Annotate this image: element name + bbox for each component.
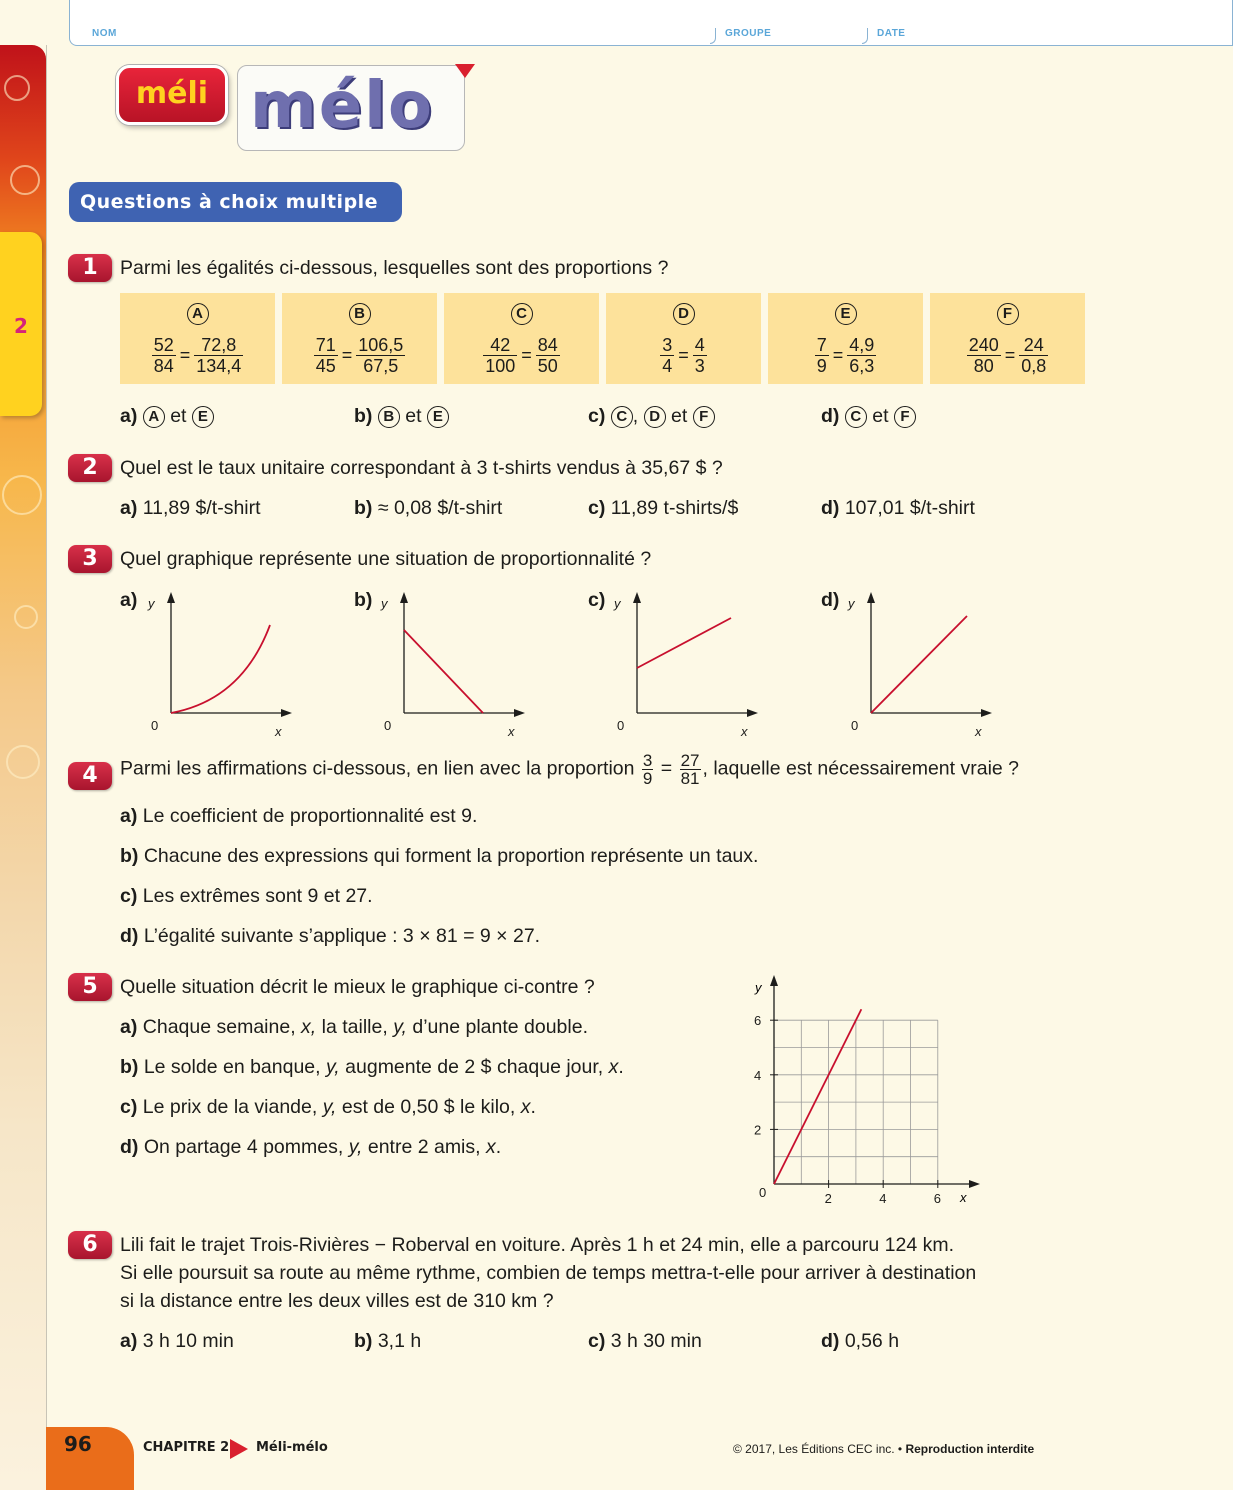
variable: y, (326, 1056, 340, 1078)
option-label: c) (588, 1330, 606, 1352)
fraction (194, 335, 243, 376)
arrow-right-icon (230, 1439, 248, 1459)
numerator: 4,9 (849, 335, 875, 355)
numerator: 71 (315, 335, 336, 355)
question-number-1: 1 (68, 254, 112, 282)
equals-sign: = (832, 345, 844, 365)
chapter-tab-number: 2 (14, 314, 28, 338)
fraction (356, 335, 405, 376)
proportion-cell (444, 293, 599, 384)
question-number-4: 4 (68, 762, 112, 790)
variable: y, (348, 1136, 363, 1158)
option-label: a) (120, 1330, 138, 1352)
circled-letter: E (192, 406, 214, 428)
q6-option-c[interactable] (588, 1330, 702, 1353)
fraction (847, 335, 876, 376)
q5-graph (745, 970, 985, 1210)
option-label: d) (821, 1330, 840, 1352)
option-text: 107,01 $/t-shirt (844, 497, 975, 519)
proportion-cell (768, 293, 923, 384)
x-axis-arrow-icon (981, 709, 992, 717)
proportion-equality (768, 335, 923, 376)
option-label: a) (120, 1016, 138, 1038)
denominator: 3 (694, 356, 705, 376)
denominator: 4 (662, 356, 673, 376)
option-separator: et (671, 405, 688, 427)
option-text: Chaque semaine, (142, 1016, 296, 1038)
denominator: 9 (816, 356, 827, 376)
fraction (314, 335, 338, 376)
y-axis-label: y (848, 596, 855, 611)
numerator: 27 (680, 751, 700, 770)
denominator: 0,8 (1021, 356, 1047, 376)
circled-letter: D (673, 303, 695, 325)
option-text: est de 0,50 $ le kilo, (341, 1096, 516, 1118)
option-label: d) (120, 925, 139, 947)
y-axis-arrow-icon (867, 592, 875, 603)
q3-option-a-label[interactable] (120, 589, 137, 612)
variable: x, (301, 1016, 317, 1038)
option-label: b) (120, 845, 139, 867)
reproduction-notice: Reproduction interdite (905, 1442, 1035, 1456)
option-separator: et (872, 405, 889, 427)
q3-graph-b[interactable] (375, 588, 535, 743)
numerator: 106,5 (358, 335, 404, 355)
option-text: Le prix de la viande, (142, 1096, 318, 1118)
groupe-field-label: GROUPE (725, 28, 772, 39)
question-6-line-3: si la distance entre les deux villes est de 310 km ? (120, 1290, 554, 1312)
denominator: 6,3 (849, 356, 875, 376)
circled-letter: A (187, 303, 209, 325)
equals-sign: = (1004, 345, 1016, 365)
question-6-line-1: Lili fait le trajet Trois-Rivières − Roberval en voiture. Après 1 h et 24 min, elle a parcouru 124 km. (120, 1234, 955, 1256)
option-label: a) (120, 497, 138, 519)
origin-label: 0 (851, 718, 859, 733)
proportion-equality (606, 335, 761, 376)
section-heading: Questions à choix multiple (69, 182, 402, 222)
nom-field-label: NOM (92, 28, 117, 39)
circled-letter: B (378, 406, 400, 428)
x-axis-arrow-icon (514, 709, 525, 717)
option-label: c) (588, 497, 606, 519)
page-number: 96 (64, 1432, 92, 1456)
question-number-3: 3 (68, 545, 112, 573)
variable: x (520, 1096, 531, 1118)
option-text: 11,89 $/t-shirt (142, 497, 261, 519)
equals-sign: = (660, 757, 673, 780)
q5-option-a[interactable] (120, 1016, 588, 1039)
footer-chapter: CHAPITRE 2 (143, 1440, 230, 1455)
q4-option-a[interactable] (120, 805, 477, 828)
line-through-origin (871, 616, 967, 713)
q2-option-c[interactable] (588, 497, 738, 520)
q1-option-d[interactable] (821, 405, 916, 428)
q3-option-c-label[interactable] (588, 589, 605, 612)
fraction (967, 335, 1001, 376)
equals-sign: = (341, 345, 353, 365)
denominator: 50 (537, 356, 558, 376)
numerator: 4 (694, 335, 705, 355)
circled-letter: C (611, 406, 633, 428)
y-axis-arrow-icon (400, 592, 408, 603)
question-2-text: Quel est le taux unitaire correspondant à 3 t-shirts vendus à 35,67 $ ? (120, 457, 723, 479)
x-tick-label: 0 (759, 1185, 767, 1200)
denominator: 45 (315, 356, 336, 376)
fraction (660, 335, 674, 376)
x-axis-arrow-icon (969, 1180, 980, 1188)
option-text: . (495, 1136, 502, 1158)
option-label: a) (120, 805, 138, 827)
fraction (1019, 335, 1048, 376)
proportion-cell (282, 293, 437, 384)
q5-option-b[interactable] (120, 1056, 624, 1079)
q2-option-d[interactable] (821, 497, 975, 520)
option-label: c) (120, 1096, 138, 1118)
logo-melo: mélo (250, 69, 434, 143)
denominator: 67,5 (363, 356, 399, 376)
logo-triangle-icon (455, 64, 475, 78)
q3-graph-d[interactable] (842, 588, 1002, 743)
x-axis-label: x (508, 724, 515, 739)
q3-option-d-label[interactable] (821, 589, 839, 612)
numerator: 240 (968, 335, 999, 355)
x-axis-label: x (275, 724, 282, 739)
q6-option-b[interactable] (354, 1330, 421, 1353)
option-label: d) (120, 1136, 139, 1158)
option-text: . (530, 1096, 536, 1118)
denominator: 84 (153, 356, 174, 376)
q5-option-c[interactable] (120, 1096, 536, 1119)
margin-line (46, 45, 47, 1490)
option-text: Les extrêmes sont 9 et 27. (142, 885, 373, 907)
field-separator (862, 28, 868, 44)
denominator: 100 (485, 356, 516, 376)
option-label: a) (120, 589, 138, 611)
y-axis-label: y (148, 596, 155, 611)
cell-letter (768, 303, 923, 325)
decreasing-line (404, 630, 483, 713)
q6-option-d[interactable] (821, 1330, 899, 1353)
fraction (152, 335, 176, 376)
option-text: entre 2 amis, (367, 1136, 481, 1158)
equals-sign: = (521, 345, 532, 365)
option-label: c) (588, 405, 606, 427)
line-with-intercept (637, 618, 731, 668)
question-3-text: Quel graphique représente une situation de proportionnalité ? (120, 548, 652, 570)
option-label: b) (354, 1330, 373, 1352)
denominator: 9 (642, 769, 653, 788)
q6-option-a[interactable] (120, 1330, 234, 1353)
fraction (642, 752, 653, 787)
x-tick-label: 6 (933, 1191, 942, 1206)
option-label: c) (588, 589, 606, 611)
denominator: 80 (973, 356, 994, 376)
q4-option-c[interactable] (120, 885, 373, 908)
equals-sign: = (678, 345, 689, 365)
option-text: 11,89 t-shirts/$ (610, 497, 739, 519)
circled-letter: F (693, 406, 715, 428)
option-text: ≈ 0,08 $/t-shirt (377, 497, 503, 519)
q3-option-b-label[interactable] (354, 589, 372, 612)
numerator: 84 (537, 335, 558, 355)
q1-option-c[interactable] (588, 405, 715, 428)
origin-label: 0 (384, 718, 392, 733)
y-axis-arrow-icon (633, 592, 641, 603)
field-separator (710, 28, 716, 44)
chart-series (774, 1009, 861, 1184)
student-info-header (69, 0, 1233, 46)
circled-letter: F (997, 303, 1019, 325)
variable: y, (393, 1016, 407, 1038)
option-text: 0,56 h (844, 1330, 900, 1352)
y-tick-label: 2 (754, 1122, 762, 1138)
option-text: 3,1 h (377, 1330, 422, 1352)
x-axis-arrow-icon (281, 709, 292, 717)
q3-graph-c[interactable] (608, 588, 768, 743)
x-axis-label: x (741, 724, 748, 739)
origin-label: 0 (617, 718, 625, 733)
option-text: Le coefficient de proportionnalité est 9. (142, 805, 478, 827)
fraction (815, 335, 829, 376)
option-text: d’une plante double. (412, 1016, 588, 1038)
fraction (483, 335, 517, 376)
y-axis-label: y (614, 596, 621, 611)
date-field-label: DATE (877, 28, 906, 39)
footer-section-name: Méli-mélo (256, 1440, 328, 1455)
y-tick-label: 4 (754, 1067, 762, 1083)
variable: y, (322, 1096, 337, 1118)
cell-letter (444, 303, 599, 325)
circled-letter: E (427, 406, 449, 428)
option-separator: et (170, 405, 187, 427)
numerator: 24 (1019, 335, 1048, 356)
x-tick-label: 2 (824, 1191, 832, 1206)
option-label: a) (120, 405, 138, 427)
cell-letter (606, 303, 761, 325)
chart-grid (774, 1020, 938, 1184)
option-label: b) (354, 405, 373, 427)
q1-option-a[interactable] (120, 405, 214, 428)
q4-option-d[interactable] (120, 925, 540, 948)
numerator: 72,8 (194, 335, 243, 356)
chapter-tab (0, 232, 42, 416)
y-axis-label: y (755, 980, 762, 995)
chart-tick-labels (754, 980, 967, 1206)
option-label: d) (821, 405, 840, 427)
circled-letter: B (349, 303, 371, 325)
x-axis-label: x (975, 724, 982, 739)
q2-option-a[interactable] (120, 497, 261, 520)
q4-option-b[interactable] (120, 845, 758, 868)
equals-sign: = (179, 345, 191, 365)
proportion-equality (282, 335, 437, 376)
question-4-text-end: , laquelle est nécessairement vraie ? (702, 757, 1020, 780)
question-4-text (120, 752, 1019, 787)
cell-letter (282, 303, 437, 325)
logo-meli: méli (116, 65, 228, 125)
q5-option-d[interactable] (120, 1136, 501, 1159)
x-axis-arrow-icon (747, 709, 758, 717)
numerator: 3 (642, 751, 653, 770)
numerator: 3 (662, 335, 673, 355)
option-text: augmente de 2 $ chaque jour, (345, 1056, 604, 1078)
proportion-equality (120, 335, 275, 376)
option-text: L’égalité suivante s’applique : 3 × 81 = 9 × 27. (143, 925, 541, 947)
numerator: 42 (483, 335, 517, 356)
origin-label: 0 (151, 718, 159, 733)
fraction (536, 335, 560, 376)
option-text: Le solde en banque, (143, 1056, 321, 1078)
series-line (774, 1009, 861, 1184)
y-axis-arrow-icon (167, 592, 175, 603)
circled-letter: A (143, 406, 165, 428)
question-number-5: 5 (68, 973, 112, 1001)
option-label: b) (120, 1056, 139, 1078)
variable: x (608, 1056, 619, 1078)
circled-letter: D (644, 406, 666, 428)
numerator: 52 (153, 335, 174, 355)
option-text: 3 h 30 min (610, 1330, 702, 1352)
footer-copyright (733, 1442, 1034, 1456)
cell-letter (930, 303, 1085, 325)
y-axis-arrow-icon (770, 975, 778, 986)
question-1-text: Parmi les égalités ci-dessous, lesquelles sont des proportions ? (120, 257, 669, 279)
denominator: 134,4 (196, 356, 242, 376)
proportion-equality (930, 335, 1085, 376)
copyright-text: © 2017, Les Éditions CEC inc. • (733, 1442, 903, 1456)
option-text: Chacune des expressions qui forment la proportion représente un taux. (143, 845, 759, 867)
option-label: d) (821, 497, 840, 519)
denominator: 81 (680, 769, 700, 788)
option-separator: et (405, 405, 422, 427)
option-label: d) (821, 589, 840, 611)
circled-letter: E (835, 303, 857, 325)
q2-option-b[interactable] (354, 497, 502, 520)
option-text: On partage 4 pommes, (143, 1136, 344, 1158)
circled-letter: C (511, 303, 533, 325)
q3-graph-a[interactable] (142, 588, 302, 743)
question-6-line-2: Si elle poursuit sa route au même rythme, combien de temps mettra-t-elle pour arriver à destination (120, 1262, 977, 1284)
cell-letter (120, 303, 275, 325)
x-axis-label: x (960, 1190, 967, 1205)
option-separator: , (632, 405, 639, 427)
question-number-2: 2 (68, 454, 112, 482)
q1-option-b[interactable] (354, 405, 449, 428)
proportion-equality (444, 335, 599, 376)
option-label: c) (120, 885, 138, 907)
option-label: b) (354, 589, 373, 611)
question-number-6: 6 (68, 1231, 112, 1259)
circled-letter: C (845, 406, 867, 428)
numerator: 7 (816, 335, 827, 355)
curve (171, 625, 270, 713)
circled-letter: F (894, 406, 916, 428)
fraction (680, 752, 701, 787)
fraction (693, 335, 707, 376)
option-text: 3 h 10 min (142, 1330, 234, 1352)
y-axis-label: y (381, 596, 388, 611)
variable: x (485, 1136, 496, 1158)
y-tick-label: 6 (754, 1013, 762, 1029)
x-tick-label: 4 (879, 1191, 887, 1206)
option-text: . (618, 1056, 624, 1078)
question-4-text-start: Parmi les affirmations ci-dessous, en lien avec la proportion (120, 757, 635, 780)
option-label: b) (354, 497, 373, 519)
question-5-text: Quelle situation décrit le mieux le graphique ci-contre ? (120, 976, 595, 998)
option-text: la taille, (321, 1016, 388, 1038)
proportion-cell (930, 293, 1085, 384)
proportion-cell (606, 293, 761, 384)
proportion-cell (120, 293, 275, 384)
